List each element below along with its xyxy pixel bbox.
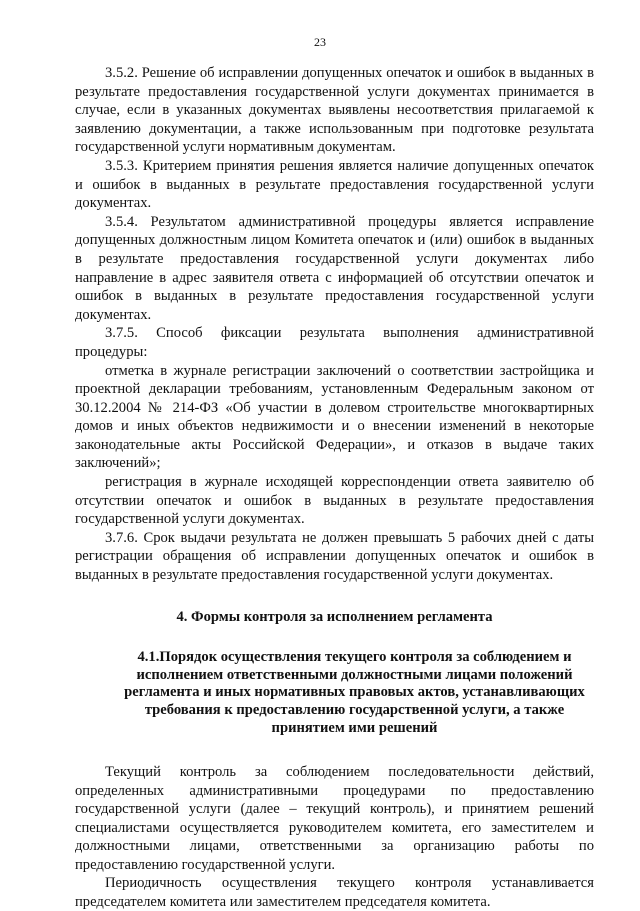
spacer — [75, 737, 594, 763]
paragraph-journal-entry: отметка в журнале регистрации заключений о соответствии застройщика и проектной декларации требованиям, установленным Федеральным законом от 30.12.2004 № 214-ФЗ «Об участии в долевом строительстве многоквартирных домов и иных объектов недвижимости и о внесении изменений в некоторые законодательные акты Российской Федерации», и отказов в выдаче таких заключений»; — [75, 362, 594, 472]
paragraph-outgoing-registration: регистрация в журнале исходящей корреспонденции ответа заявителю об отсутствии опечаток и ошибок в выданных в результате предоставления государственной услуги документах. — [75, 474, 594, 528]
paragraph-3-7-6: 3.7.6. Срок выдачи результата не должен превышать 5 рабочих дней с даты регистрации обращения об исправлении допущенных опечаток и ошибок в выданных в результате предоставления государственной услуги документах. — [75, 529, 594, 584]
page-number: 23 — [314, 35, 326, 49]
document-body — [75, 64, 594, 911]
paragraph-periodicity: Периодичность осуществления текущего контроля устанавливается председателем комитета или заместителем председателя комитета. — [75, 875, 594, 910]
subsection-heading: 4.1.Порядок осуществления текущего контроля за соблюдением и исполнением ответственными должностными лицами положений регламента и иных нормативных правовых актов, устанавливающих требования к предоставлению государственной услуги, а также принятием ими решений — [124, 649, 585, 736]
paragraph-current-control: Текущий контроль за соблюдением последовательности действий, определенных административными процедурами по предоставлению государственной услуги (далее – текущий контроль), и принятием решений специалистами осуществляется руководителем комитета, его заместителем и должностными лицами, ответственными за организацию работы по предоставлению государственной услуги. — [75, 764, 594, 873]
paragraph-3-7-5: 3.7.5. Способ фиксации результата выполнения административной процедуры: — [75, 325, 594, 360]
paragraph-3-5-4: 3.5.4. Результатом административной процедуры является исправление допущенных должностным лицом Комитета опечаток и (или) ошибок в выданных в результате предоставления государственной услуги документах либо направление в адрес заявителя ответа с информацией об отсутствии опечаток и ошибок в выданных в результате предоставления государственной услуги документах. — [75, 213, 594, 323]
paragraph-3-5-3: 3.5.3. Критерием принятия решения является наличие допущенных опечаток и ошибок в выданных в результате предоставления государственной услуги документах. — [75, 157, 594, 212]
section-heading: 4. Формы контроля за исполнением регламента — [176, 608, 493, 625]
paragraph-3-5-2: 3.5.2. Решение об исправлении допущенных опечаток и ошибок в выданных в результате предоставления государственной услуги документах принимается в случае, если в указанных документах выявлены несоответствия прилагаемой к заявлению документации, а также использованным при подготовке результата государственной услуги нормативным документам. — [75, 65, 594, 156]
